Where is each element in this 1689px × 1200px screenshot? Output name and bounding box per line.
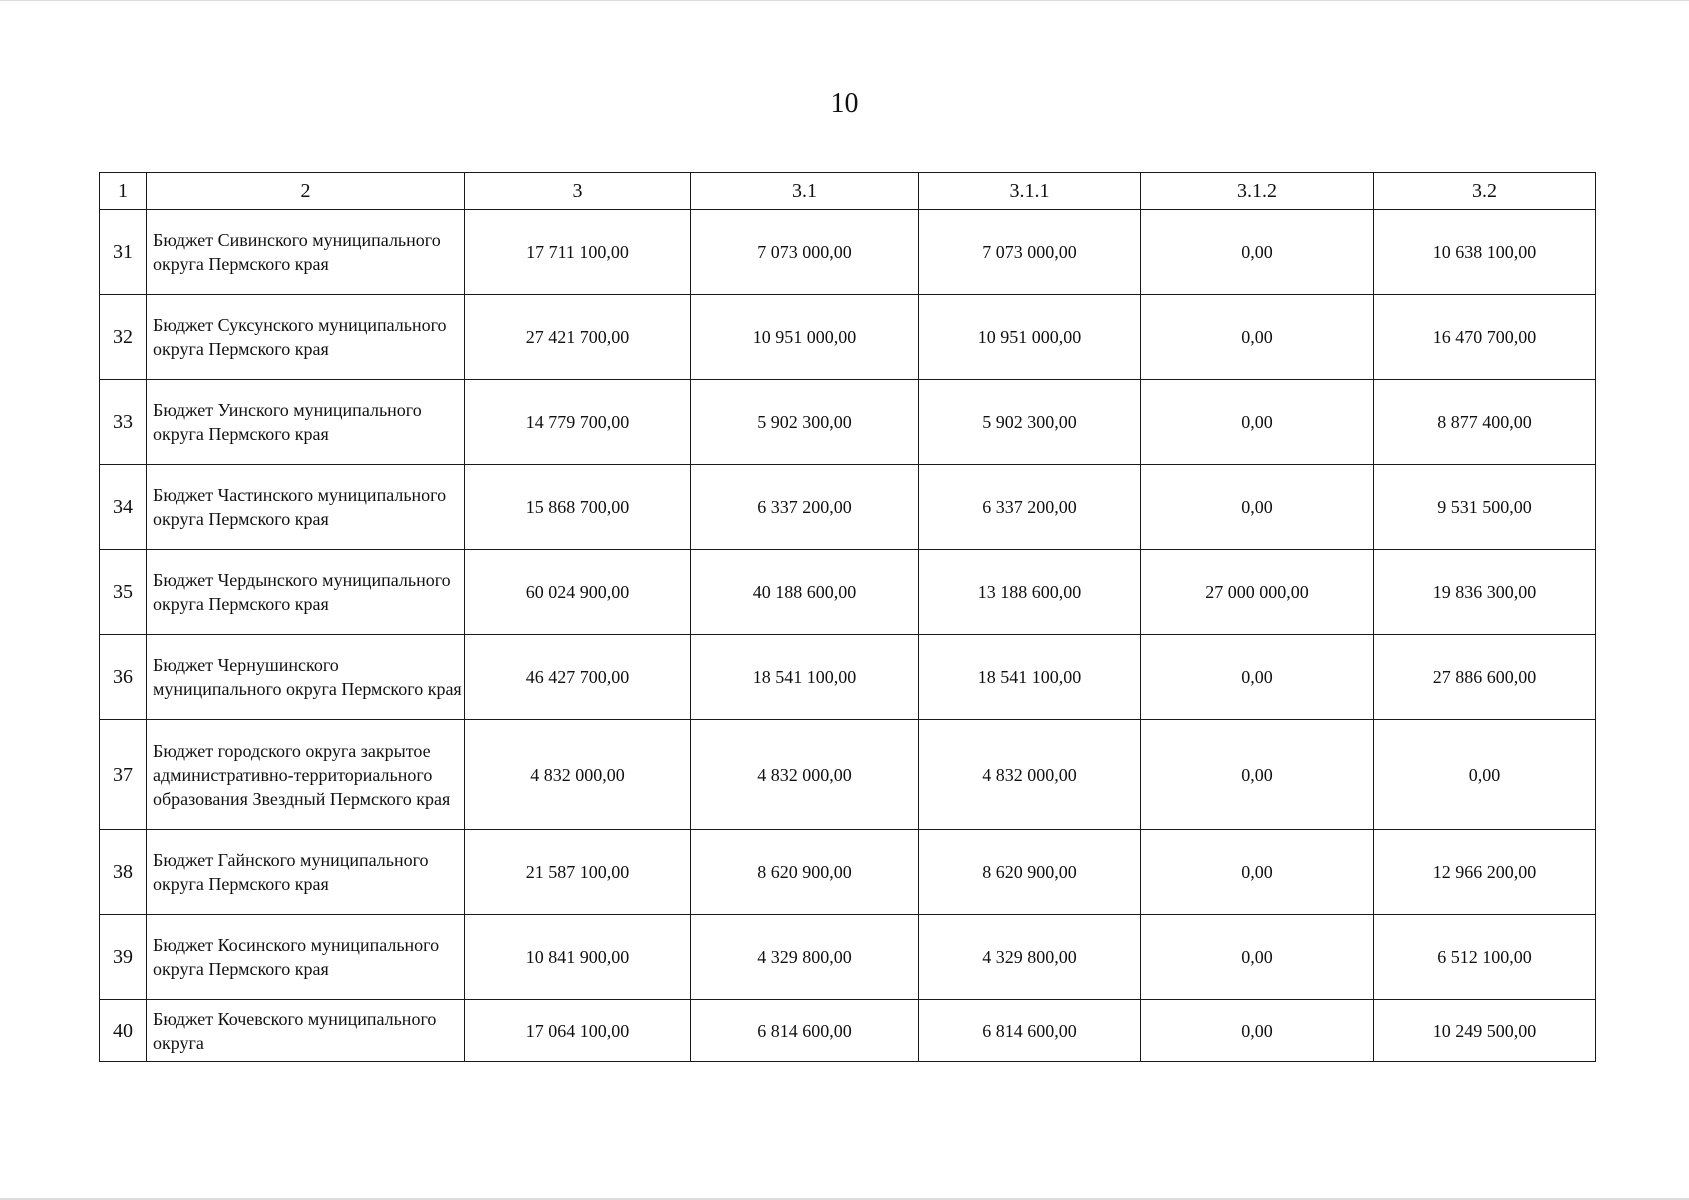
page-number: 10 bbox=[830, 88, 859, 119]
value-total: 46 427 700,00 bbox=[465, 635, 691, 720]
table-row bbox=[100, 830, 1596, 915]
value-3-1-2: 0,00 bbox=[1141, 295, 1374, 380]
value-3-2: 19 836 300,00 bbox=[1374, 550, 1596, 635]
table-row bbox=[100, 380, 1596, 465]
value-total: 17 064 100,00 bbox=[465, 1000, 691, 1062]
budget-name: Бюджет Суксунского муниципального округа Пермского края bbox=[147, 295, 465, 380]
budget-name: Бюджет Чернушинского муниципального округа Пермского края bbox=[147, 635, 465, 720]
value-3-1-1: 7 073 000,00 bbox=[919, 210, 1141, 295]
budget-name: Бюджет Уинского муниципального округа Пермского края bbox=[147, 380, 465, 465]
header-col-1: 1 bbox=[100, 173, 147, 210]
table-row bbox=[100, 295, 1596, 380]
row-number: 32 bbox=[100, 295, 147, 380]
value-3-1-2: 0,00 bbox=[1141, 465, 1374, 550]
value-3-1-1: 18 541 100,00 bbox=[919, 635, 1141, 720]
value-3-2: 6 512 100,00 bbox=[1374, 915, 1596, 1000]
value-3-1-1: 4 832 000,00 bbox=[919, 720, 1141, 830]
value-3-1-1: 13 188 600,00 bbox=[919, 550, 1141, 635]
row-number: 36 bbox=[100, 635, 147, 720]
value-total: 10 841 900,00 bbox=[465, 915, 691, 1000]
value-3-2: 12 966 200,00 bbox=[1374, 830, 1596, 915]
value-3-1-2: 0,00 bbox=[1141, 635, 1374, 720]
scan-edge-top bbox=[0, 0, 1689, 1]
value-3-1-2: 0,00 bbox=[1141, 380, 1374, 465]
budget-name: Бюджет Кочевского муниципального округа bbox=[147, 1000, 465, 1062]
row-number: 33 bbox=[100, 380, 147, 465]
budget-name: Бюджет Гайнского муниципального округа Пермского края bbox=[147, 830, 465, 915]
value-3-2: 8 877 400,00 bbox=[1374, 380, 1596, 465]
value-3-1: 7 073 000,00 bbox=[691, 210, 919, 295]
value-3-2: 27 886 600,00 bbox=[1374, 635, 1596, 720]
value-3-1-2: 0,00 bbox=[1141, 210, 1374, 295]
value-3-1: 8 620 900,00 bbox=[691, 830, 919, 915]
table-row bbox=[100, 720, 1596, 830]
value-total: 21 587 100,00 bbox=[465, 830, 691, 915]
row-number: 34 bbox=[100, 465, 147, 550]
value-3-2: 9 531 500,00 bbox=[1374, 465, 1596, 550]
value-3-1-1: 4 329 800,00 bbox=[919, 915, 1141, 1000]
row-number: 31 bbox=[100, 210, 147, 295]
row-number: 39 bbox=[100, 915, 147, 1000]
value-3-1-1: 5 902 300,00 bbox=[919, 380, 1141, 465]
header-col-2: 2 bbox=[147, 173, 465, 210]
value-total: 15 868 700,00 bbox=[465, 465, 691, 550]
value-3-1-2: 0,00 bbox=[1141, 1000, 1374, 1062]
row-number: 38 bbox=[100, 830, 147, 915]
value-total: 27 421 700,00 bbox=[465, 295, 691, 380]
value-3-1-2: 0,00 bbox=[1141, 915, 1374, 1000]
value-total: 4 832 000,00 bbox=[465, 720, 691, 830]
header-col-3-1-2: 3.1.2 bbox=[1141, 173, 1374, 210]
row-number: 35 bbox=[100, 550, 147, 635]
budget-name: Бюджет Частинского муниципального округа Пермского края bbox=[147, 465, 465, 550]
budget-table bbox=[99, 172, 1596, 1062]
value-3-1-1: 6 337 200,00 bbox=[919, 465, 1141, 550]
value-3-1-2: 0,00 bbox=[1141, 720, 1374, 830]
value-3-2: 16 470 700,00 bbox=[1374, 295, 1596, 380]
value-3-1-1: 10 951 000,00 bbox=[919, 295, 1141, 380]
value-3-1: 18 541 100,00 bbox=[691, 635, 919, 720]
header-col-3-1: 3.1 bbox=[691, 173, 919, 210]
value-3-1: 4 329 800,00 bbox=[691, 915, 919, 1000]
value-3-1: 40 188 600,00 bbox=[691, 550, 919, 635]
value-3-1: 4 832 000,00 bbox=[691, 720, 919, 830]
value-3-1-1: 8 620 900,00 bbox=[919, 830, 1141, 915]
row-number: 37 bbox=[100, 720, 147, 830]
value-3-1: 6 337 200,00 bbox=[691, 465, 919, 550]
value-3-1-1: 6 814 600,00 bbox=[919, 1000, 1141, 1062]
table-row bbox=[100, 635, 1596, 720]
value-3-1: 5 902 300,00 bbox=[691, 380, 919, 465]
table-header-row bbox=[100, 173, 1596, 210]
value-3-1-2: 27 000 000,00 bbox=[1141, 550, 1374, 635]
value-3-1: 10 951 000,00 bbox=[691, 295, 919, 380]
header-col-3-2: 3.2 bbox=[1374, 173, 1596, 210]
table-row bbox=[100, 1000, 1596, 1062]
value-total: 14 779 700,00 bbox=[465, 380, 691, 465]
table-row bbox=[100, 210, 1596, 295]
value-3-2: 10 638 100,00 bbox=[1374, 210, 1596, 295]
table-row bbox=[100, 465, 1596, 550]
header-col-3-1-1: 3.1.1 bbox=[919, 173, 1141, 210]
value-3-2: 0,00 bbox=[1374, 720, 1596, 830]
budget-name: Бюджет Сивинского муниципального округа Пермского края bbox=[147, 210, 465, 295]
value-3-1-2: 0,00 bbox=[1141, 830, 1374, 915]
budget-name: Бюджет Чердынского муниципального округа Пермского края bbox=[147, 550, 465, 635]
value-total: 17 711 100,00 bbox=[465, 210, 691, 295]
budget-name: Бюджет городского округа закрытое административно-территориального образования Звездный Пермского края bbox=[147, 720, 465, 830]
budget-name: Бюджет Косинского муниципального округа Пермского края bbox=[147, 915, 465, 1000]
header-col-3: 3 bbox=[465, 173, 691, 210]
value-total: 60 024 900,00 bbox=[465, 550, 691, 635]
value-3-2: 10 249 500,00 bbox=[1374, 1000, 1596, 1062]
row-number: 40 bbox=[100, 1000, 147, 1062]
table-row bbox=[100, 550, 1596, 635]
value-3-1: 6 814 600,00 bbox=[691, 1000, 919, 1062]
table-row bbox=[100, 915, 1596, 1000]
